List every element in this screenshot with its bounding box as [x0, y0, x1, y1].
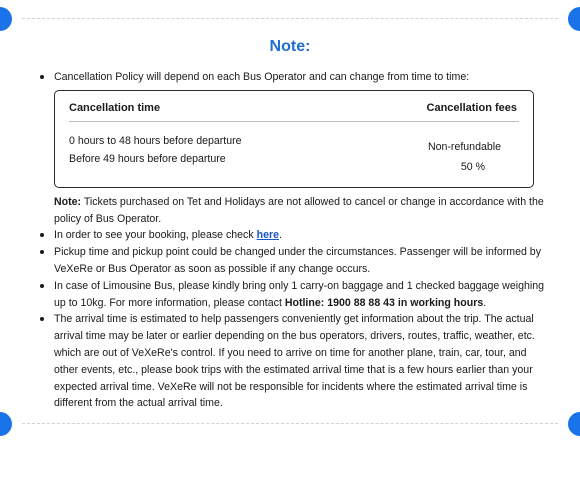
ticket-notch-right	[568, 412, 580, 436]
hotline-text: Hotline: 1900 88 88 43 in working hours	[284, 296, 484, 309]
dashed-divider	[22, 423, 558, 424]
limousine-note-text: In case of Limousine Bus, please kindly bring only 1 carry-on baggage and 1 checked baggage weighing up to 10kg. For more information, please contact	[54, 279, 544, 309]
cancellation-time-cell: 0 hours to 48 hours before departure	[69, 134, 242, 147]
header-cancellation-time: Cancellation time	[69, 101, 161, 114]
pickup-note-text: Pickup time and pickup point could be changed under the circumstances. Passenger will be informed by VeXeRe or Bus Operator as soon as possible if any change occurs.	[54, 246, 541, 275]
limousine-note-suffix: .	[483, 296, 487, 309]
ticket-notch-right	[568, 7, 580, 31]
booking-check-text: In order to see your booking, please check	[54, 229, 257, 242]
list-item-cancellation-policy	[38, 69, 548, 86]
cancellation-table	[54, 90, 534, 188]
ticket-notch-left	[0, 7, 12, 31]
cancellation-time-cell: Before 49 hours before departure	[69, 152, 226, 165]
arrival-note-text: The arrival time is estimated to help passengers conveniently get information about the trip. The actual arrival time may be later or earlier depending on the bus operators, drivers, routes, traffic, weather, etc. which are out of VeXeRe's control. If you need to arrive on time for another plane, train, car, tour, and other events, etc., please book trips with the estimated arrival time that is a few hours earlier than your expected arrival time. VeXeRe will not be responsible for incidents where the estimated arrival time is different from the actual arrival time.	[54, 313, 535, 410]
list-item-arrival	[38, 311, 548, 412]
holiday-note-text: Tickets purchased on Tet and Holidays are not allowed to cancel or change in accordance with the policy of Bus Operator.	[54, 195, 544, 225]
here-link[interactable]: here	[256, 229, 279, 242]
list-item-limousine	[38, 278, 548, 312]
dashed-divider	[22, 18, 558, 19]
ticket-notch-left	[0, 412, 12, 436]
list-item-booking-check	[38, 227, 548, 244]
cancellation-table-header	[69, 102, 519, 122]
ticket-edge-top	[0, 7, 580, 31]
note-title: Note:	[269, 38, 311, 55]
list-item-pickup	[38, 244, 548, 278]
ticket-edge-bottom	[0, 412, 580, 436]
holiday-note	[38, 194, 548, 228]
cancellation-fee-cell: 50 %	[460, 160, 485, 173]
notes-list	[38, 69, 548, 412]
policy-intro-text: Cancellation Policy will depend on each Bus Operator and can change from time to time:	[54, 71, 470, 83]
cancellation-fee-cell: Non-refundable	[427, 140, 501, 153]
header-cancellation-fees: Cancellation fees	[426, 101, 517, 114]
booking-check-suffix: .	[278, 229, 282, 242]
holiday-note-label: Note:	[54, 195, 82, 208]
